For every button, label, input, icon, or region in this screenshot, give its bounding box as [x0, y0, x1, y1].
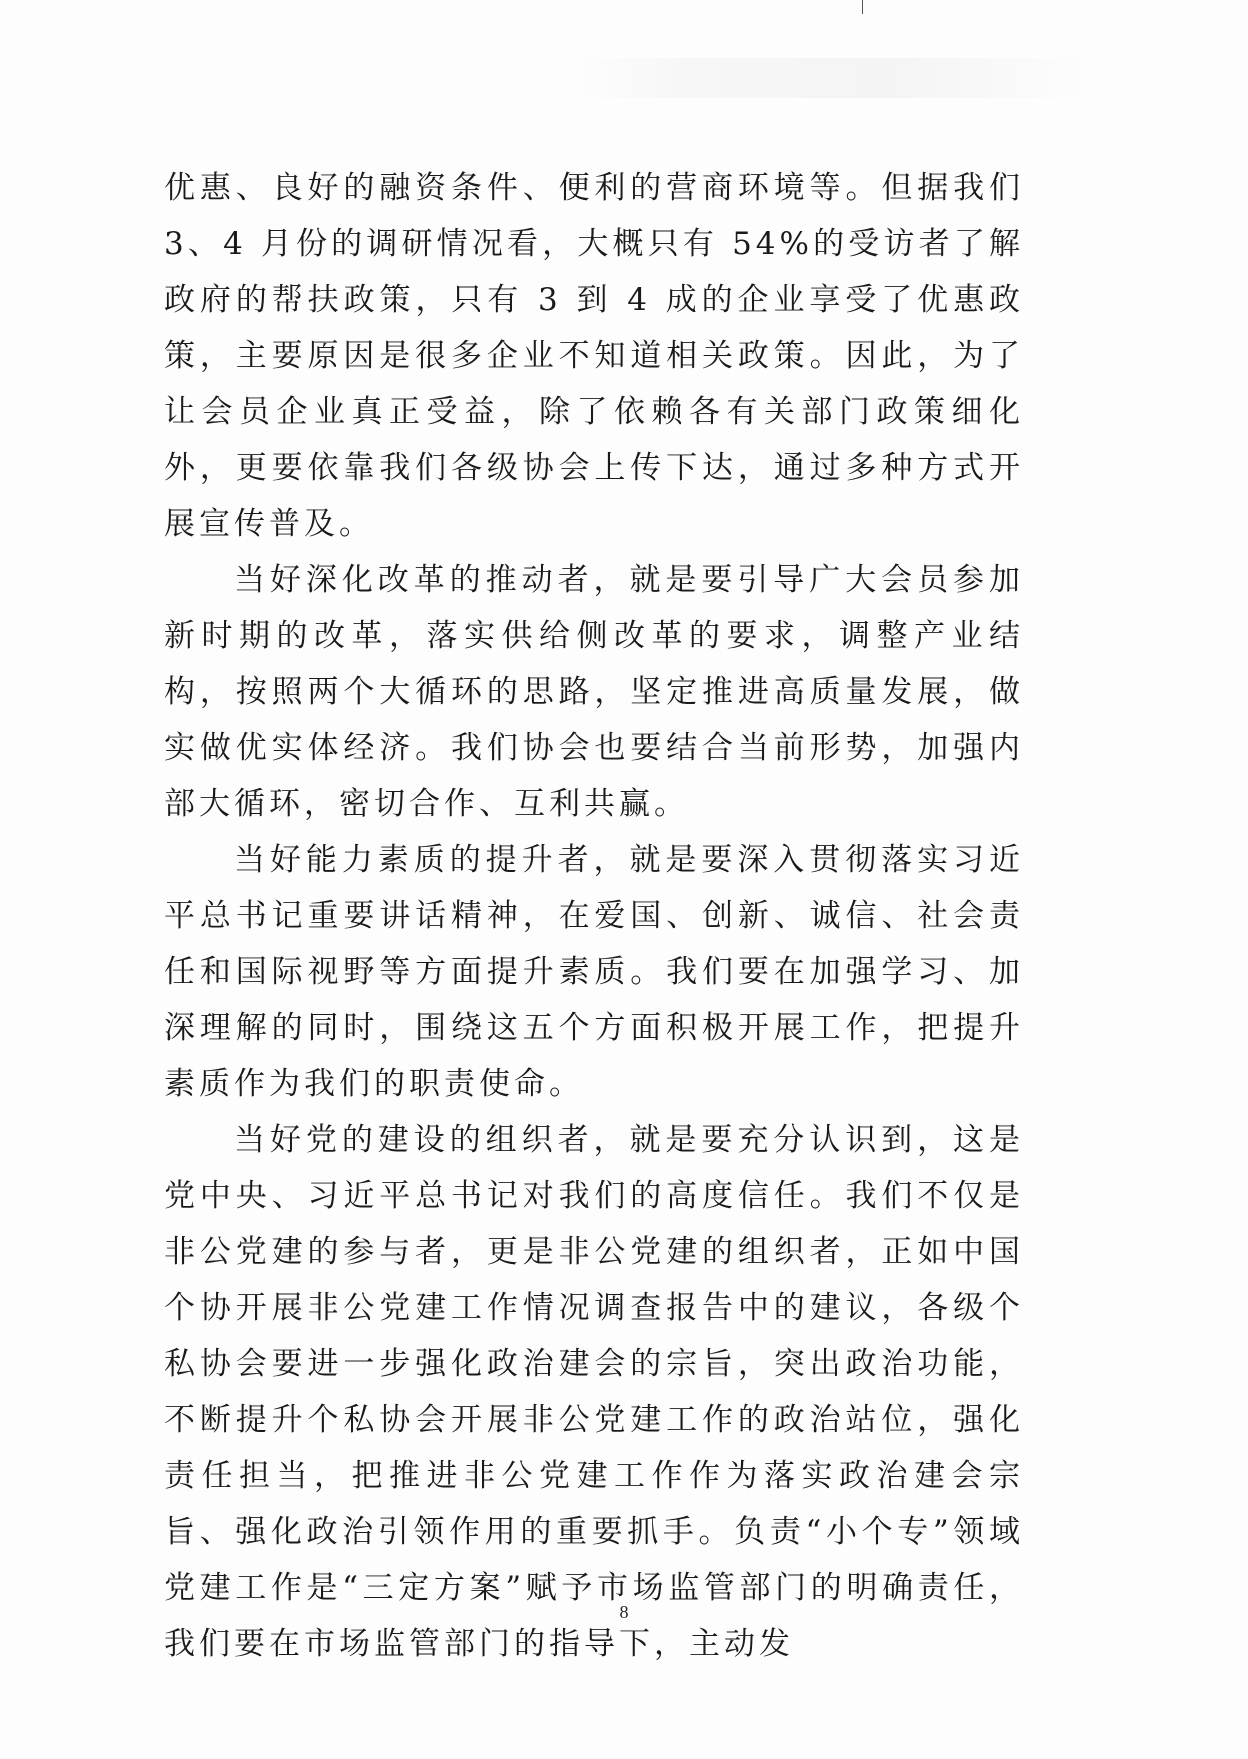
- show-through-shadow: [575, 58, 1095, 98]
- paragraph-1: 优惠、良好的融资条件、便利的营商环境等。但据我们 3、4 月份的调研情况看，大概只有 54%的受访者了解政府的帮扶政策，只有 3 到 4 成的企业享受了优惠政策，主要原因是很多企业不知道相关政策。因此，为了让会员企业真正受益，除了依赖各有关部门政策细化外，更要依靠我们各级协会上传下达，通过多种方式开展宣传普及。: [164, 170, 1024, 542]
- crop-mark: [862, 0, 863, 14]
- paragraph-3: 当好能力素质的提升者，就是要深入贯彻落实习近平总书记重要讲话精神，在爱国、创新、诚信、社会责任和国际视野等方面提升素质。我们要在加强学习、加深理解的同时，围绕这五个方面积极开展工作，把提升素质作为我们的职责使命。: [164, 842, 1024, 1102]
- body-text: [164, 160, 1024, 1672]
- paragraph-4: 当好党的建设的组织者，就是要充分认识到，这是党中央、习近平总书记对我们的高度信任。我们不仅是非公党建的参与者，更是非公党建的组织者，正如中国个协开展非公党建工作情况调查报告中的建议，各级个私协会要进一步强化政治建会的宗旨，突出政治功能，不断提升个私协会开展非公党建工作的政治站位，强化责任担当，把推进非公党建工作作为落实政治建会宗旨、强化政治引领作用的重要抓手。负责“小个专”领域党建工作是“三定方案”赋予市场监管部门的明确责任，我们要在市场监管部门的指导下，主动发: [164, 1122, 1024, 1662]
- paragraph-2: 当好深化改革的推动者，就是要引导广大会员参加新时期的改革，落实供给侧改革的要求，调整产业结构，按照两个大循环的思路，坚定推进高质量发展，做实做优实体经济。我们协会也要结合当前形势，加强内部大循环，密切合作、互利共赢。: [164, 562, 1024, 822]
- page-number: 8: [619, 1602, 629, 1622]
